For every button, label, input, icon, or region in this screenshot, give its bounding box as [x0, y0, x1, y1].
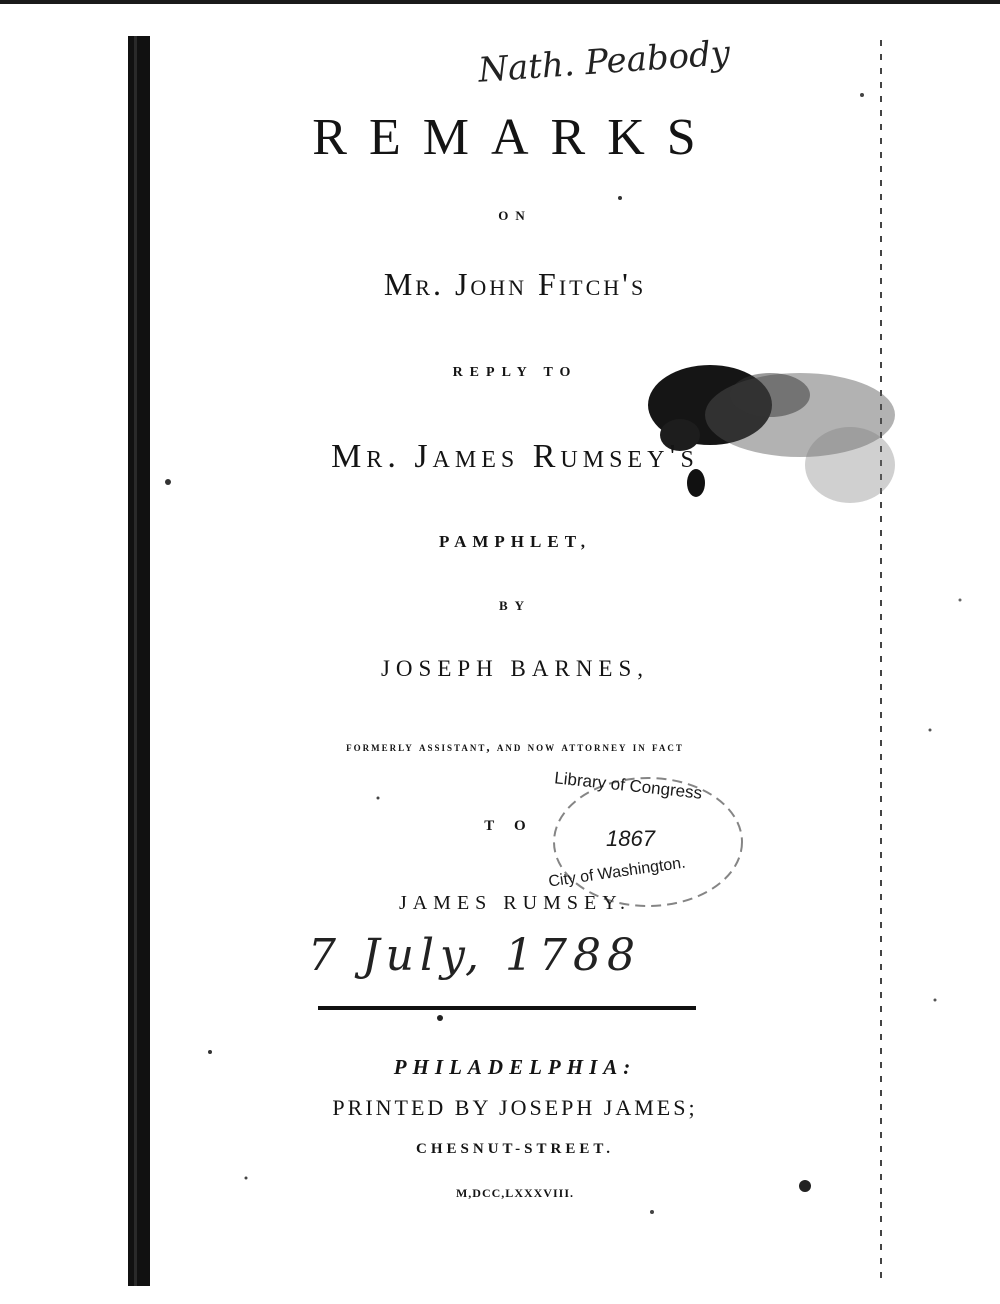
imprint-printer: PRINTED BY JOSEPH JAMES; — [332, 1095, 698, 1120]
author-name: JOSEPH BARNES, — [380, 656, 650, 681]
stamp-city: City of Washington. — [547, 854, 687, 891]
pamphlet-author: Mr. James Rumsey's — [331, 438, 699, 475]
handwritten-signature: Nath. Peabody — [476, 33, 732, 91]
stamp-year: 1867 — [606, 826, 655, 851]
imprint-year: M,DCC,LXXXVIII. — [455, 1186, 574, 1200]
pamphlet-label: PAMPHLET, — [438, 532, 592, 551]
recipient-name: JAMES RUMSEY. — [398, 892, 632, 914]
reply-to: REPLY TO — [452, 365, 578, 380]
subject-line: Mr. John Fitch's — [383, 266, 647, 302]
handwritten-date: 7 July, 1788 — [308, 930, 641, 981]
imprint-street: CHESNUT-STREET. — [416, 1141, 614, 1157]
by-label: BY — [498, 598, 532, 613]
to-label: TO — [484, 818, 546, 834]
author-role: formerly assistant, and now attorney in fact — [346, 739, 684, 754]
imprint-city: PHILADELPHIA: — [393, 1055, 637, 1079]
title-on: ON — [498, 208, 532, 223]
stamp-library: Library of Congress — [553, 768, 703, 803]
title: REMARKS — [312, 109, 718, 166]
